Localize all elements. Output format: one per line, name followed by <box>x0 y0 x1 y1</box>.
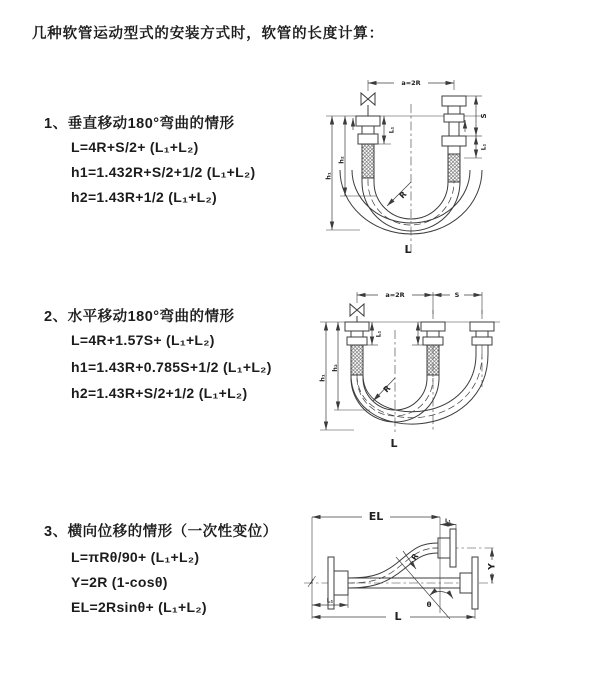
dim-label-l1-top: L₁ <box>445 518 451 525</box>
diagram-horizontal-180-bend <box>312 282 594 467</box>
section1-formula-h2: h2=1.43R+1/2 (L₁+L₂) <box>71 189 218 205</box>
section2-formula-h2: h2=1.43R+S/2+1/2 (L₁+L₂) <box>71 385 248 401</box>
radius-leader <box>387 182 411 206</box>
section3-heading: 3、横向位移的情形（一次性变位） <box>44 524 278 540</box>
dim-label-l1-bottom: L₁ <box>326 597 334 605</box>
section3-formula-L: L=πRθ/90+ (L₁+L₂) <box>71 549 200 565</box>
radius-label: R <box>409 551 421 563</box>
dimension-h1 <box>325 116 361 230</box>
dim-label-s: S <box>480 113 488 119</box>
valve-icon <box>361 93 375 116</box>
length-label: L <box>390 437 398 450</box>
dim-label-y: Y <box>487 563 498 570</box>
radius-label: R <box>381 383 393 395</box>
dim-label-h1: h₁ <box>318 374 327 382</box>
dimension-s <box>433 291 482 314</box>
hose-u-bend <box>351 375 439 422</box>
dimension-a2r <box>357 291 433 314</box>
valve-icon <box>350 304 364 322</box>
section2-formula-h1: h1=1.43R+0.785S+1/2 (L₁+L₂) <box>71 359 272 375</box>
dim-label-h2: h₂ <box>337 156 346 164</box>
dim-label-l: L <box>394 610 402 623</box>
hose-displaced-position <box>351 354 488 424</box>
dim-label-s: S <box>454 291 460 299</box>
section1-heading: 1、垂直移动180°弯曲的情形 <box>44 116 235 132</box>
section1-formula-h1: h1=1.432R+S/2+1/2 (L₁+L₂) <box>71 164 256 180</box>
section2-formula-L: L=4R+1.57S+ (L₁+L₂) <box>71 332 215 348</box>
angle-label: θ <box>426 601 432 609</box>
dim-label-el: EL <box>368 510 384 523</box>
dim-label-a2r: a=2R <box>401 79 421 87</box>
dim-label-h2: h₂ <box>331 364 339 372</box>
diagram-lateral-displacement <box>300 505 600 655</box>
flex-hose-braid <box>351 345 363 375</box>
flex-hose-braid <box>427 345 439 375</box>
flex-hose-braid <box>448 154 460 182</box>
dimension-a2r <box>368 79 454 91</box>
flange-right <box>460 557 478 609</box>
pipe-assembly-middle <box>421 322 445 375</box>
pipe-assembly-left <box>356 116 380 178</box>
dimension-y <box>488 548 498 583</box>
dim-label-l1-pipe: L₁ <box>375 330 383 338</box>
pipe-assembly-right <box>442 96 466 182</box>
section1-formula-L: L=4R+S/2+ (L₁+L₂) <box>71 139 199 155</box>
pipe-assembly-left <box>345 322 369 375</box>
radius-label: R <box>397 189 409 201</box>
dim-label-h1: h₁ <box>324 172 333 180</box>
dimension-l1-right <box>464 136 488 158</box>
length-label: L <box>404 243 412 256</box>
dim-label-l1-right: L₁ <box>480 143 488 151</box>
flex-hose-braid <box>362 144 374 178</box>
hose-s-curve <box>348 543 438 588</box>
radius-leader <box>403 551 420 569</box>
diagram-vertical-180-bend <box>318 70 590 262</box>
flange-top-displaced <box>438 529 456 567</box>
section3-formula-Y: Y=2R (1-cosθ) <box>71 574 168 590</box>
dim-label-a2r: a=2R <box>385 291 405 299</box>
radius-leader <box>373 378 395 401</box>
section3-formula-EL: EL=2Rsinθ+ (L₁+L₂) <box>71 599 207 615</box>
dim-label-l1-pipe: L₁ <box>388 126 396 134</box>
section2-heading: 2、水平移动180°弯曲的情形 <box>44 309 235 325</box>
page-title: 几种软管运动型式的安装方式时，软管的长度计算： <box>32 26 384 42</box>
